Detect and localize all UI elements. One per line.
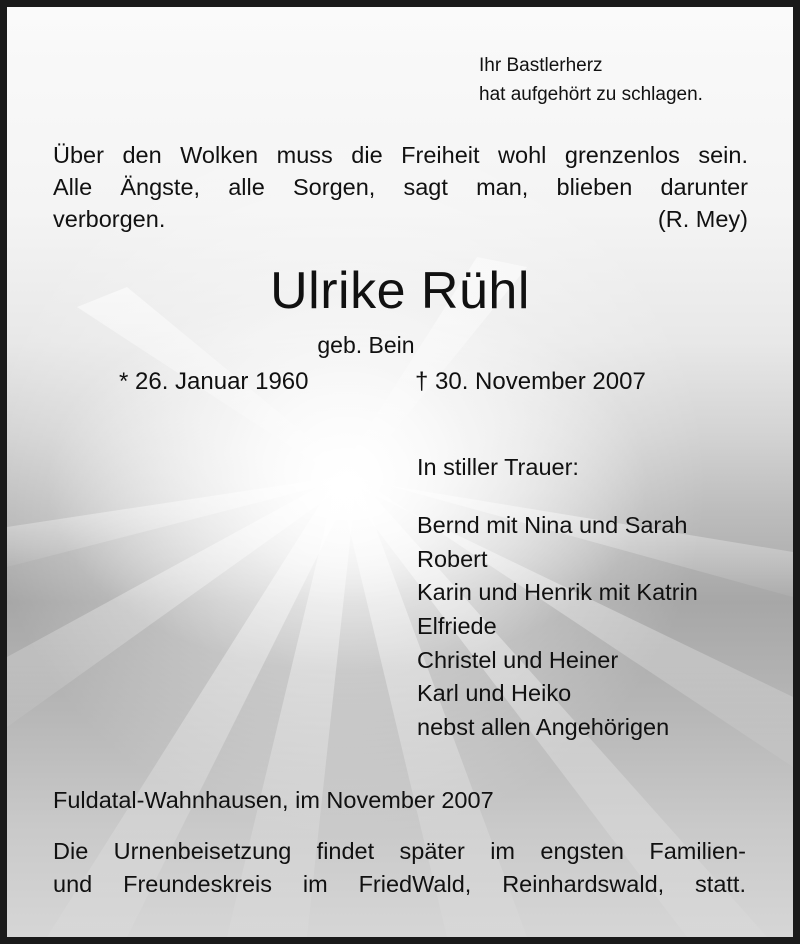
birth-date: * 26. Januar 1960 (119, 368, 309, 395)
burial-note-line: Die Urnenbeisetzung findet später im engsten Familien- (53, 838, 746, 864)
mourner-entry: Robert (417, 545, 488, 572)
mourner-entry: Bernd mit Nina und Sarah (417, 512, 688, 538)
poem-quote (53, 139, 748, 235)
mourner-entry: Christel und Heiner (417, 646, 619, 673)
deceased-name: Ulrike Rühl (270, 262, 530, 320)
quote-line: verborgen. (53, 206, 166, 232)
quote-line: Alle Ängste, alle Sorgen, sagt man, blieben darunter (53, 174, 748, 200)
motto-line: Ihr Bastlerherz (479, 55, 603, 76)
quote-line: Über den Wolken muss die Freiheit wohl grenzenlos sein. (53, 142, 748, 168)
maiden-name: geb. Bein (317, 332, 415, 358)
burial-note-line: und Freundeskreis im FriedWald, Reinhardswald, statt. (53, 871, 746, 897)
motto (479, 51, 703, 109)
mourner-entry: Karin und Henrik mit Katrin (417, 579, 698, 606)
mourner-entry: Elfriede (417, 613, 497, 640)
mourner-entry: Karl und Heiko (417, 680, 572, 707)
mourners-list (417, 509, 698, 745)
mourning-heading: In stiller Trauer: (417, 454, 579, 480)
motto-line: hat aufgehört zu schlagen. (479, 84, 703, 105)
mourner-entry: nebst allen Angehörigen (417, 714, 670, 741)
quote-author: (R. Mey) (657, 206, 748, 232)
place-date: Fuldatal-Wahnhausen, im November 2007 (53, 787, 494, 813)
burial-note (53, 835, 746, 901)
death-date: † 30. November 2007 (415, 368, 646, 395)
